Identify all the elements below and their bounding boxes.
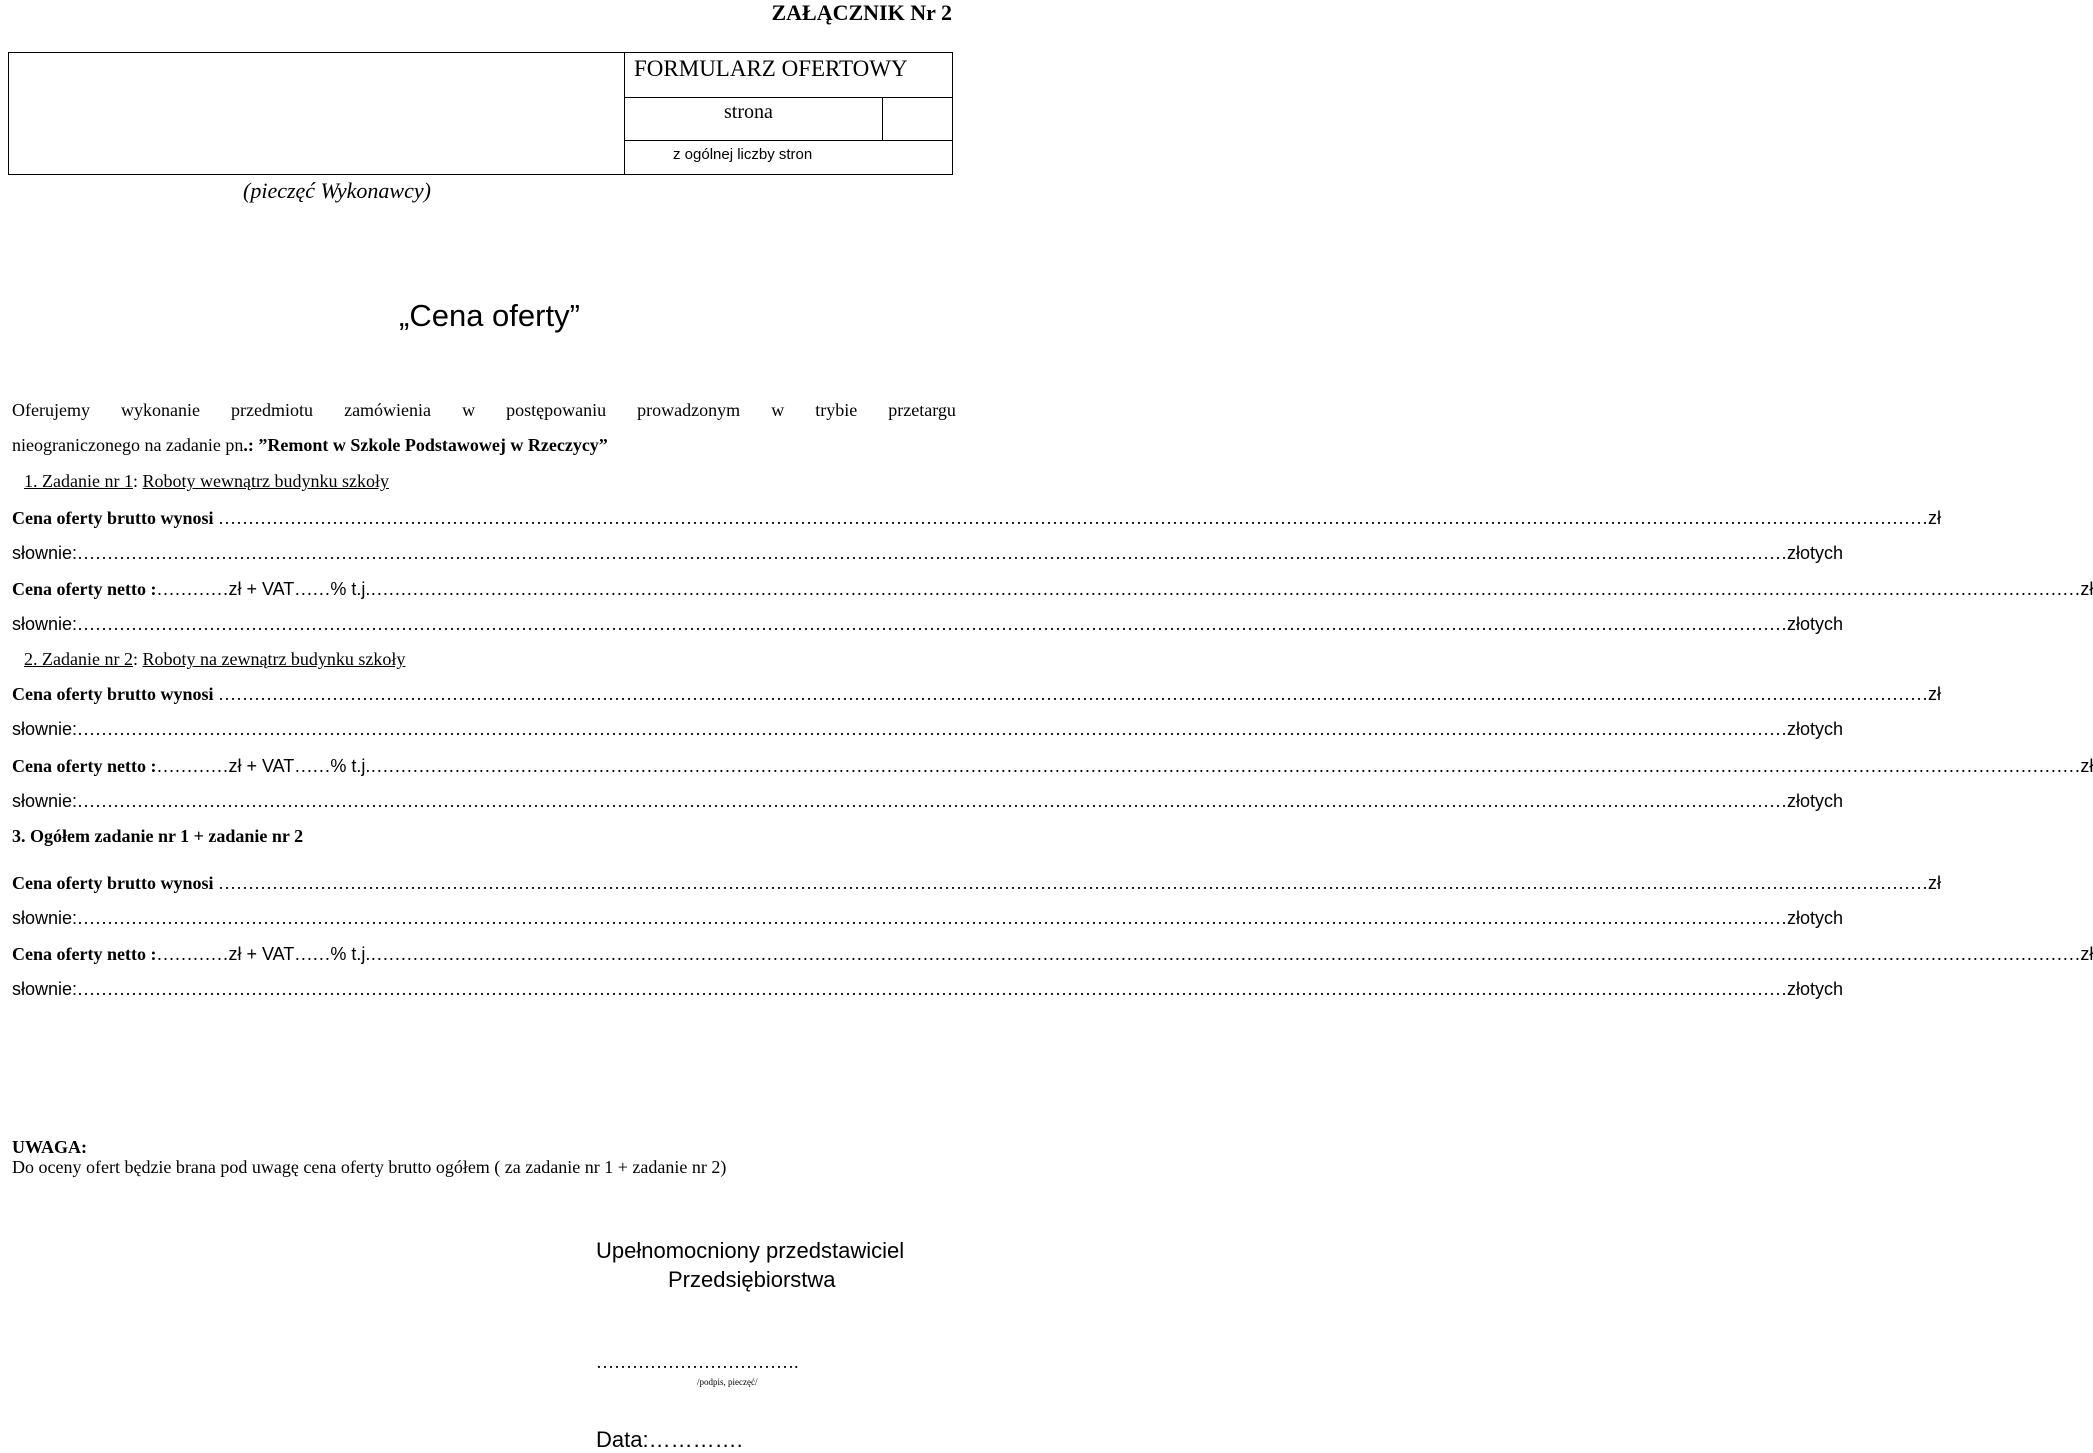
tj-dots: …………………………………………………………………………………………………………………………………………………………………………………………………………………………………………………………… xyxy=(370,944,2081,964)
netto-dots: ………… xyxy=(156,579,229,599)
netto-words-field[interactable] xyxy=(12,979,1844,1000)
words-label: słownie: xyxy=(12,543,78,563)
section-number: 1. Zadanie nr 1 xyxy=(24,471,133,491)
vat-dots: …… xyxy=(294,944,331,964)
words-unit: złotych xyxy=(1787,979,1844,999)
section-heading xyxy=(24,649,405,670)
brutto-price-field[interactable] xyxy=(12,684,1941,705)
netto-label: Cena oferty netto : xyxy=(12,944,157,964)
project-name: ”Remont w Szkole Podstawowej w Rzeczycy” xyxy=(258,435,608,455)
signature-caption: /podpis, pieczęć/ xyxy=(697,1377,758,1387)
intro-word: przetargu xyxy=(888,400,956,420)
page-number-cell-divider xyxy=(882,97,883,141)
vat-tj: % t.j. xyxy=(330,944,371,964)
netto-price-field[interactable] xyxy=(12,756,2093,777)
words-unit: złotych xyxy=(1787,719,1844,739)
words-dots: …………………………………………………………………………………………………………………………………………………………………………………………………………………………………………………………… xyxy=(77,719,1788,739)
attachment-label: ZAŁĄCZNIK Nr 2 xyxy=(771,0,952,25)
brutto-words-field[interactable] xyxy=(12,908,1844,929)
netto-unit: zł xyxy=(2080,944,2093,964)
brutto-label: Cena oferty brutto wynosi xyxy=(12,873,214,893)
intro-word: zamówienia xyxy=(344,400,432,420)
brutto-words-field[interactable] xyxy=(12,543,1844,564)
section-sep: : xyxy=(132,471,143,491)
date-value: …………. xyxy=(648,1427,743,1452)
intro-word: prowadzonym xyxy=(637,400,741,420)
netto-price-field[interactable] xyxy=(12,579,2093,600)
netto-vat: zł + VAT xyxy=(228,756,295,776)
document-title: „Cena oferty” xyxy=(399,298,580,333)
netto-vat: zł + VAT xyxy=(228,944,295,964)
words-label: słownie: xyxy=(12,791,78,811)
header-divider xyxy=(624,140,953,141)
vat-tj: % t.j. xyxy=(330,579,371,599)
company-label: Przedsiębiorstwa xyxy=(668,1267,836,1292)
words-unit: złotych xyxy=(1787,543,1844,563)
vat-dots: …… xyxy=(294,756,331,776)
brutto-price-field[interactable] xyxy=(12,508,1941,529)
section-name: Roboty wewnątrz budynku szkoły xyxy=(142,471,389,491)
words-dots: …………………………………………………………………………………………………………………………………………………………………………………………………………………………………………………………… xyxy=(77,979,1788,999)
netto-unit: zł xyxy=(2080,756,2093,776)
netto-words-field[interactable] xyxy=(12,614,1844,635)
vat-tj: % t.j. xyxy=(330,756,371,776)
intro-line-2 xyxy=(12,435,608,456)
brutto-price-field[interactable] xyxy=(12,873,1941,894)
netto-dots: ………… xyxy=(156,756,229,776)
note-text: Do oceny ofert będzie brana pod uwagę cena oferty brutto ogółem ( za zadanie nr 1 + zadanie nr 2) xyxy=(12,1157,727,1177)
intro-word: w xyxy=(462,400,476,420)
words-label: słownie: xyxy=(12,719,78,739)
netto-vat: zł + VAT xyxy=(228,579,295,599)
intro-word: postępowaniu xyxy=(506,400,607,420)
brutto-dots: …………………………………………………………………………………………………………………………………………………………………………………………………………………………………………………………… xyxy=(213,873,1928,893)
netto-unit: zł xyxy=(2080,579,2093,599)
netto-label: Cena oferty netto : xyxy=(12,579,157,599)
page-label: strona xyxy=(724,101,773,123)
signature-line[interactable]: ……………………………. xyxy=(596,1352,799,1372)
words-label: słownie: xyxy=(12,614,78,634)
header-divider xyxy=(624,97,953,98)
netto-label: Cena oferty netto : xyxy=(12,756,157,776)
netto-words-field[interactable] xyxy=(12,791,1844,812)
representative-title: Upełnomocniony przedstawiciel xyxy=(596,1238,905,1263)
form-title: FORMULARZ OFERTOWY xyxy=(634,56,908,81)
date-field[interactable] xyxy=(596,1427,743,1453)
section-name: Roboty na zewnątrz budynku szkoły xyxy=(142,649,406,669)
section-number: 2. Zadanie nr 2 xyxy=(24,649,133,669)
vat-dots: …… xyxy=(294,579,331,599)
intro-word: przedmiotu xyxy=(231,400,314,420)
header-divider xyxy=(624,52,625,175)
intro-colon: .: xyxy=(243,435,259,455)
intro-text: nieograniczonego na zadanie pn xyxy=(12,435,244,455)
intro-word: wykonanie xyxy=(121,400,200,420)
date-label: Data: xyxy=(596,1427,649,1452)
brutto-dots: …………………………………………………………………………………………………………………………………………………………………………………………………………………………………………………………… xyxy=(213,684,1928,704)
words-dots: …………………………………………………………………………………………………………………………………………………………………………………………………………………………………………………………… xyxy=(77,543,1788,563)
words-label: słownie: xyxy=(12,979,78,999)
tj-dots: …………………………………………………………………………………………………………………………………………………………………………………………………………………………………………………………… xyxy=(370,579,2081,599)
intro-word: w xyxy=(771,400,785,420)
tj-dots: …………………………………………………………………………………………………………………………………………………………………………………………………………………………………………………………… xyxy=(370,756,2081,776)
words-dots: …………………………………………………………………………………………………………………………………………………………………………………………………………………………………………………………… xyxy=(77,791,1788,811)
brutto-unit: zł xyxy=(1927,873,1941,893)
brutto-label: Cena oferty brutto wynosi xyxy=(12,684,214,704)
total-pages-label: z ogólnej liczby stron xyxy=(673,146,813,163)
netto-price-field[interactable] xyxy=(12,944,2093,965)
section-sep: : xyxy=(132,649,143,669)
section-number: 3. Ogółem zadanie nr 1 + zadanie nr 2 xyxy=(12,826,304,846)
intro-word: Oferujemy xyxy=(12,400,90,420)
words-unit: złotych xyxy=(1787,908,1844,928)
netto-dots: ………… xyxy=(156,944,229,964)
words-unit: złotych xyxy=(1787,791,1844,811)
brutto-words-field[interactable] xyxy=(12,719,1844,740)
brutto-unit: zł xyxy=(1927,684,1941,704)
brutto-unit: zł xyxy=(1927,508,1941,528)
words-dots: …………………………………………………………………………………………………………………………………………………………………………………………………………………………………………………………… xyxy=(77,908,1788,928)
brutto-dots: …………………………………………………………………………………………………………………………………………………………………………………………………………………………………………………………… xyxy=(213,508,1928,528)
brutto-label: Cena oferty brutto wynosi xyxy=(12,508,214,528)
note-label: UWAGA: xyxy=(12,1137,87,1157)
section-heading xyxy=(24,471,389,492)
words-dots: …………………………………………………………………………………………………………………………………………………………………………………………………………………………………………………………… xyxy=(77,614,1788,634)
contractor-stamp-label: (pieczęć Wykonawcy) xyxy=(243,178,431,203)
intro-word: trybie xyxy=(815,400,858,420)
words-unit: złotych xyxy=(1787,614,1844,634)
words-label: słownie: xyxy=(12,908,78,928)
intro-line-1 xyxy=(12,400,956,421)
section-heading xyxy=(12,826,303,847)
